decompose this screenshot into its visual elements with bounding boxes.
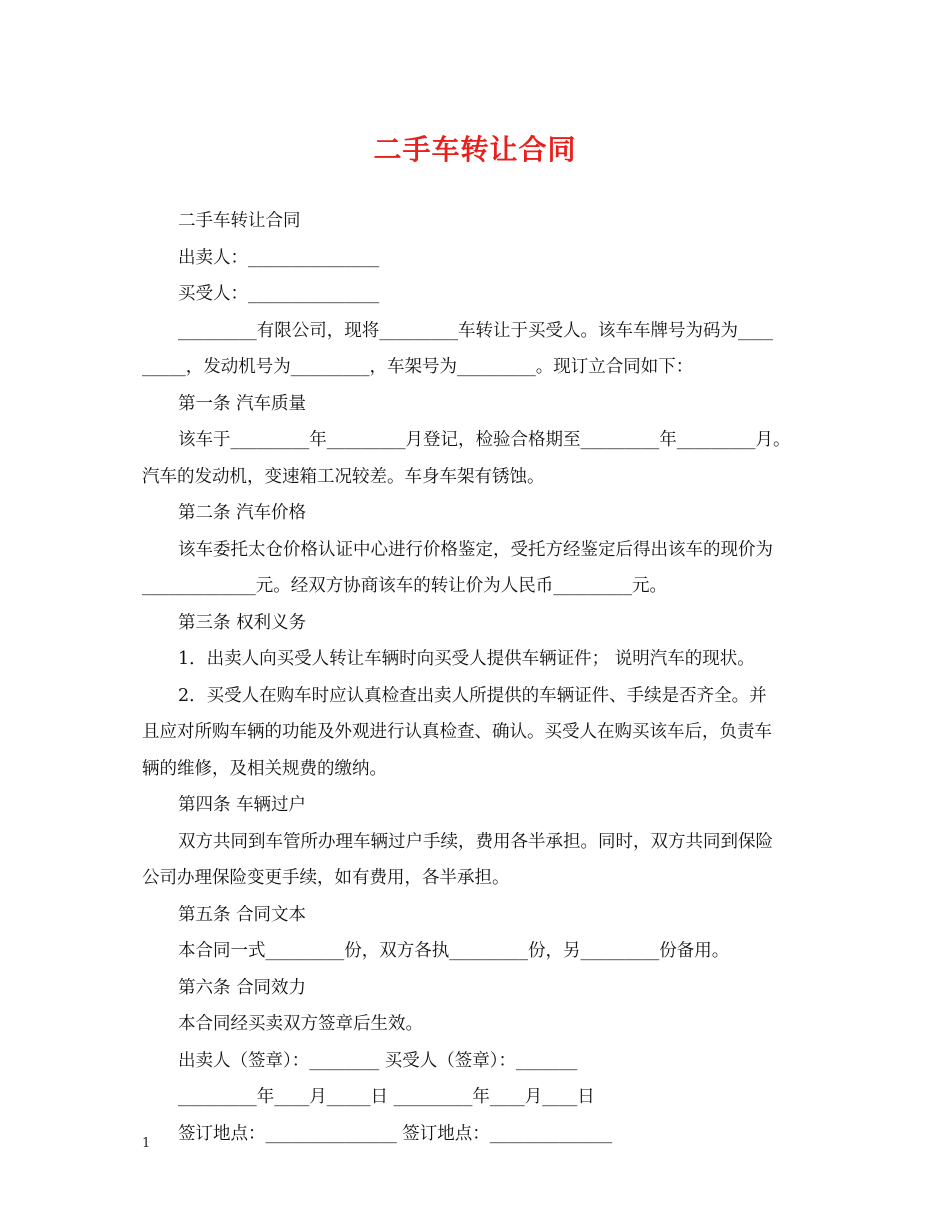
- body-line: 公司办理保险变更手续，如有费用，各半承担。: [142, 868, 510, 888]
- article-heading: 第二条 汽车价格: [178, 503, 307, 523]
- article-heading: 第四条 车辆过户: [178, 795, 307, 815]
- body-line: 该车委托太仓价格认证中心进行价格鉴定，受托方经鉴定后得出该车的现价为: [178, 539, 773, 560]
- article-heading: 第六条 合同效力: [178, 977, 307, 998]
- article-heading: 第五条 合同文本: [178, 904, 307, 925]
- article-heading: 第一条 汽车质量: [178, 393, 307, 414]
- signing-place-line: 签订地点：_______________ 签订地点：______________: [178, 1123, 613, 1144]
- body-line: 汽车的发动机，变速箱工况较差。车身车架有锈蚀。: [142, 466, 545, 487]
- date-line: _________年____月_____日 _________年____月____日: [178, 1087, 595, 1107]
- body-line: 2．买受人在购车时应认真检查出卖人所提供的车辆证件、手续是否齐全。并: [178, 685, 767, 706]
- document-title: 二手车转让合同: [373, 133, 577, 166]
- body-line: 辆的维修，及相关规费的缴纳。: [142, 758, 387, 779]
- article-heading: 第三条 权利义务: [178, 612, 307, 633]
- buyer-line: 买受人：_______________: [178, 284, 380, 304]
- body-line: 1．出卖人向买受人转让车辆时向买受人提供车辆证件； 说明汽车的现状。: [178, 649, 755, 669]
- signature-line: 出卖人（签章）：________ 买受人（签章）：_______: [178, 1050, 578, 1071]
- seller-line: 出卖人：_______________: [178, 247, 380, 268]
- body-line: 该车于_________年_________月登记，检验合格期至_________年_________月。: [178, 430, 791, 450]
- body-line: _____________元。经双方协商该车的转让价为人民币_________元。: [142, 576, 667, 596]
- body-line: 双方共同到车管所办理车辆过户手续，费用各半承担。同时，双方共同到保险: [178, 831, 773, 852]
- page-number: 1: [142, 1136, 151, 1151]
- body-line: _____，发动机号为_________，车架号为_________。现订立合同如下：: [142, 357, 694, 377]
- body-line: 且应对所购车辆的功能及外观进行认真检查、确认。买受人在购买该车后，负责车: [142, 722, 772, 742]
- body-line: 本合同一式_________份，双方各执_________份，另_________份备用。: [178, 941, 730, 961]
- body-line: 二手车转让合同: [178, 211, 301, 231]
- contract-body: [142, 203, 822, 1152]
- body-line: 本合同经买卖双方签章后生效。: [178, 1014, 423, 1034]
- body-line: _________有限公司，现将_________车转让于买受人。该车车牌号为码为____: [178, 320, 773, 341]
